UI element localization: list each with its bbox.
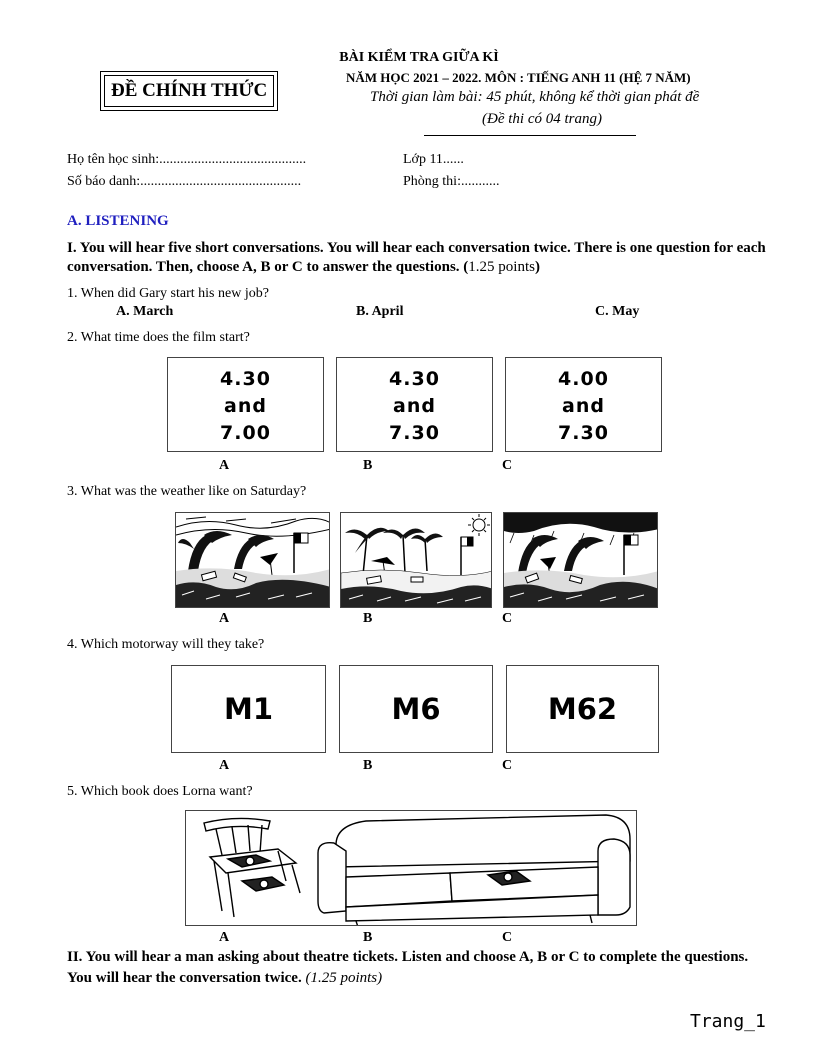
q5-text: 5. Which book does Lorna want? (67, 784, 253, 799)
section-title: A. LISTENING (67, 213, 169, 229)
official-badge-label: ĐỀ CHÍNH THỨC (104, 75, 274, 107)
pages-note: (Đề thi có 04 trang) (482, 111, 602, 127)
q3-letter-b: B (363, 611, 373, 626)
part1-instruction (67, 239, 767, 277)
student-id-field: Số báo danh:.............................................. (67, 174, 302, 189)
q2-box-b[interactable] (336, 357, 493, 452)
sunny-beach-image (341, 513, 492, 608)
q2-letter-b: B (363, 458, 373, 473)
q3-picture-c[interactable] (503, 512, 658, 608)
q4-letter-c: C (502, 758, 513, 773)
q4-box-c[interactable] (506, 665, 659, 753)
q3-picture-b[interactable] (340, 512, 492, 608)
q5-letter-a: A (219, 930, 230, 945)
time-note: Thời gian làm bài: 45 phút, không kể thời gian phát đề (370, 89, 700, 105)
q1-option-a[interactable]: A. March (116, 304, 174, 319)
q2-c-line1: 4.00 (558, 368, 609, 390)
q2-c-line2: and (562, 395, 605, 417)
windy-beach-image (176, 513, 330, 608)
year-subject: NĂM HỌC 2021 – 2022. MÔN : TIẾNG ANH 11 (HỆ 7 NĂM) (346, 70, 691, 85)
part2-instruction (67, 947, 767, 989)
part2-points: (1.25 points) (305, 970, 383, 986)
class-field: Lớp 11...... (403, 152, 464, 167)
official-badge (100, 71, 278, 111)
q2-box-a[interactable] (167, 357, 324, 452)
q1-text: 1. When did Gary start his new job? (67, 286, 269, 301)
q2-b-line2: and (393, 395, 436, 417)
q4-text: 4. Which motorway will they take? (67, 637, 265, 652)
q5-letter-c: C (502, 930, 513, 945)
q1-option-c[interactable]: C. May (595, 304, 640, 319)
page-number: Trang_1 (690, 1011, 766, 1032)
part1-close: ) (534, 259, 540, 275)
part1-points: 1.25 points (468, 259, 535, 275)
q2-a-line2: and (224, 395, 267, 417)
part2-instruction-text: II. You will hear a man asking about theatre tickets. Listen and choose A, B or C to complete the questions. You will hear the conversation twice. (67, 949, 749, 986)
q2-b-line3: 7.30 (389, 422, 440, 444)
q2-letter-a: A (219, 458, 230, 473)
q2-box-c[interactable] (505, 357, 662, 452)
q2-c-line3: 7.30 (558, 422, 609, 444)
q2-a-line3: 7.00 (220, 422, 271, 444)
q5-letter-b: B (363, 930, 373, 945)
q2-b-line1: 4.30 (389, 368, 440, 390)
q4-box-b[interactable] (339, 665, 493, 753)
q2-letter-c: C (502, 458, 513, 473)
chair-sofa-books-image (186, 811, 637, 926)
student-name-field: Họ tên học sinh:.......................................... (67, 152, 307, 167)
stormy-beach-image (504, 513, 658, 608)
q4-letter-b: B (363, 758, 373, 773)
q4-b-label: M6 (391, 692, 441, 726)
room-field: Phòng thi:........... (403, 174, 500, 189)
q5-picture[interactable] (185, 810, 637, 926)
q4-a-label: M1 (223, 692, 274, 726)
q4-c-label: M62 (547, 692, 618, 726)
header-divider (424, 135, 636, 136)
q2-text: 2. What time does the film start? (67, 330, 250, 345)
q3-text: 3. What was the weather like on Saturday? (67, 484, 307, 499)
part1-instruction-text: I. You will hear five short conversations. You will hear each conversation twice. There is one question for each conversation. Then, choose A, B or C to answer the questions. ( (67, 240, 766, 275)
q3-picture-a[interactable] (175, 512, 330, 608)
exam-title: BÀI KIỂM TRA GIỮA KÌ (339, 50, 499, 65)
q2-a-line1: 4.30 (220, 368, 271, 390)
q3-letter-a: A (219, 611, 230, 626)
q3-letter-c: C (502, 611, 513, 626)
q4-box-a[interactable] (171, 665, 326, 753)
q4-letter-a: A (219, 758, 230, 773)
q1-option-b[interactable]: B. April (356, 304, 404, 319)
